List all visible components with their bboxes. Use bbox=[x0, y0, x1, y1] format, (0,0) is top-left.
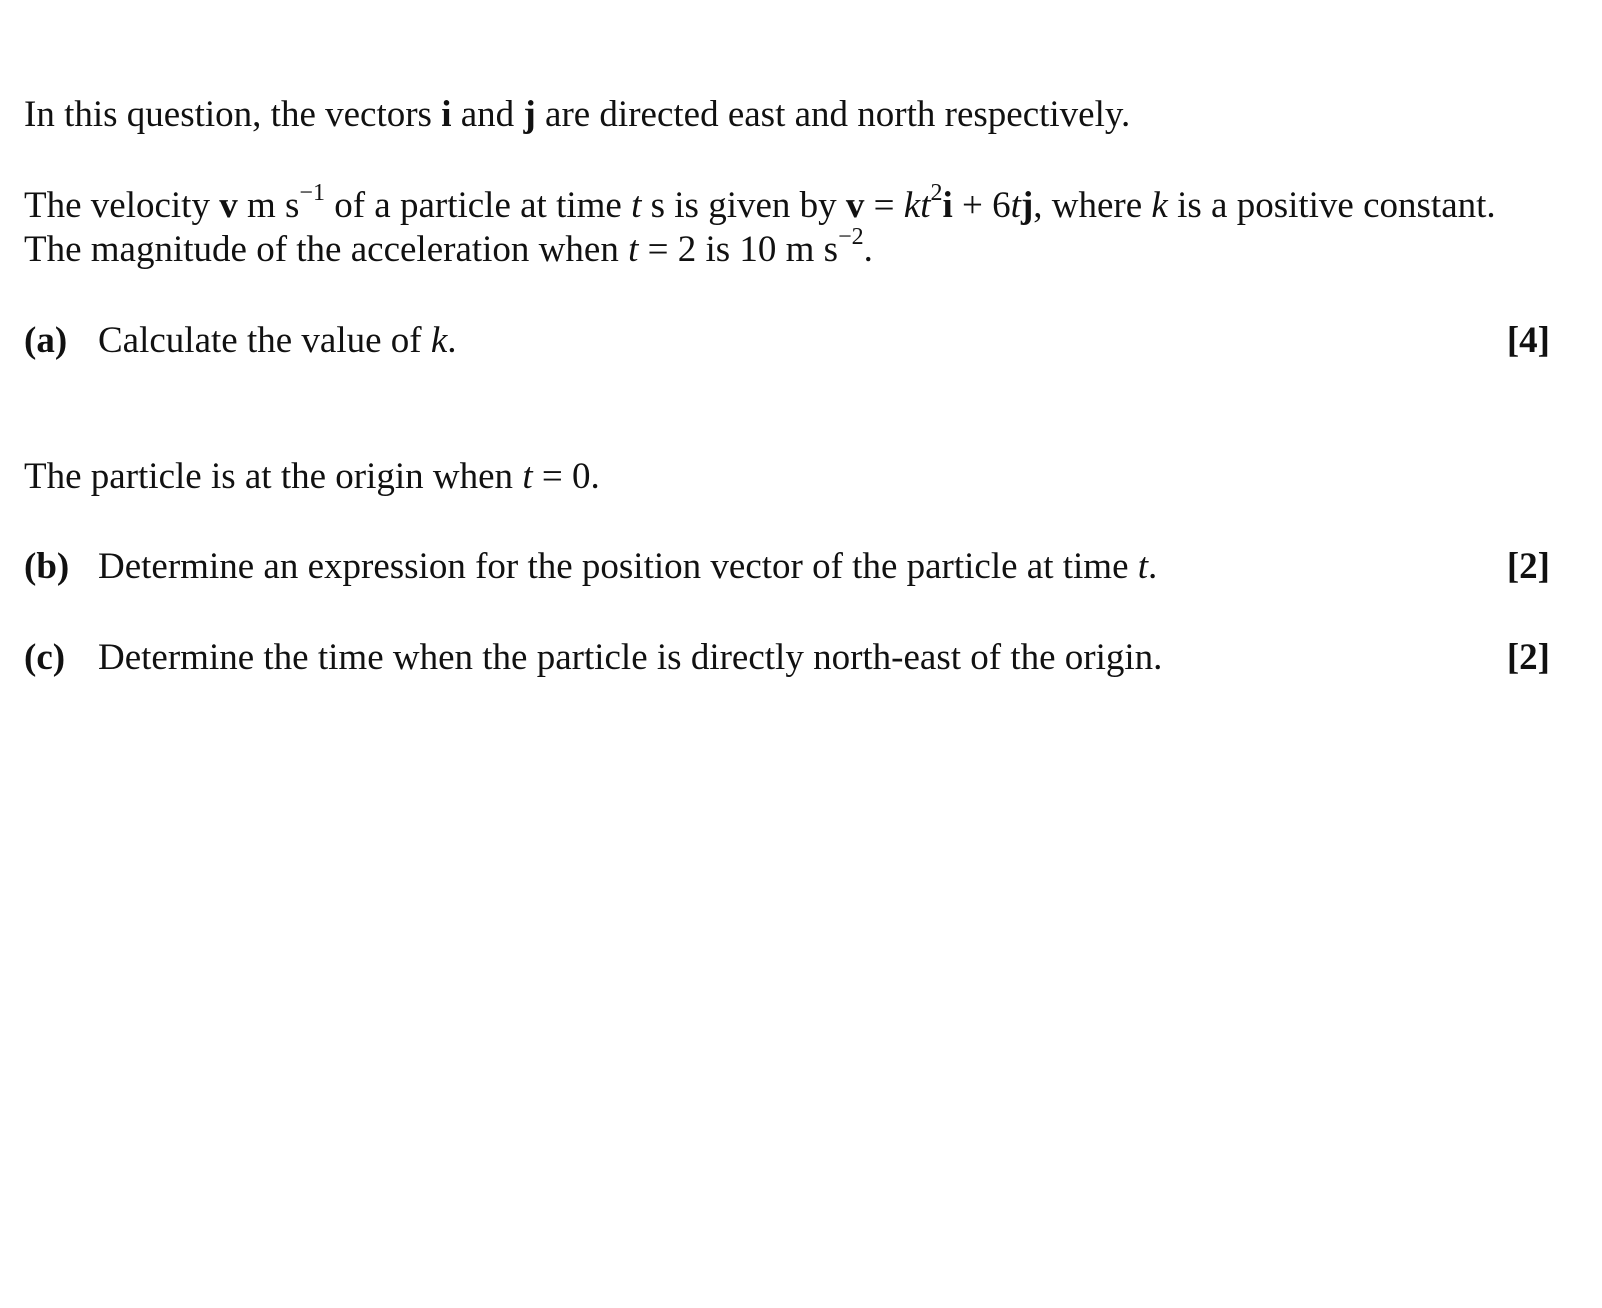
velocity-statement: The velocity v m $s^{-1}$ of a particle at time t s is given by $v = kt^2i + 6tj$, where k is a positive constant. bbox=[24, 180, 1496, 226]
part-b-marks: [2] bbox=[1506, 546, 1550, 587]
acceleration-statement: The magnitude of the acceleration when t = 2 is 10 m $s^{-2}$. bbox=[24, 224, 873, 270]
part-c-marks: [2] bbox=[1506, 637, 1550, 678]
part-a-question: Calculate the value of k. bbox=[98, 320, 457, 361]
part-c-question: Determine the time when the particle is directly north-east of the origin. bbox=[98, 637, 1163, 678]
part-a-marks: [4] bbox=[1506, 320, 1550, 361]
origin-statement: The particle is at the origin when t = 0. bbox=[24, 456, 600, 497]
part-a-label: (a) bbox=[24, 320, 68, 361]
intro-text: In this question, the vectors i and j are directed east and north respectively. bbox=[24, 94, 1131, 135]
part-b-question: Determine an expression for the position vector of the particle at time t. bbox=[98, 546, 1158, 587]
part-c-label: (c) bbox=[24, 637, 66, 678]
part-b-label: (b) bbox=[24, 546, 70, 587]
